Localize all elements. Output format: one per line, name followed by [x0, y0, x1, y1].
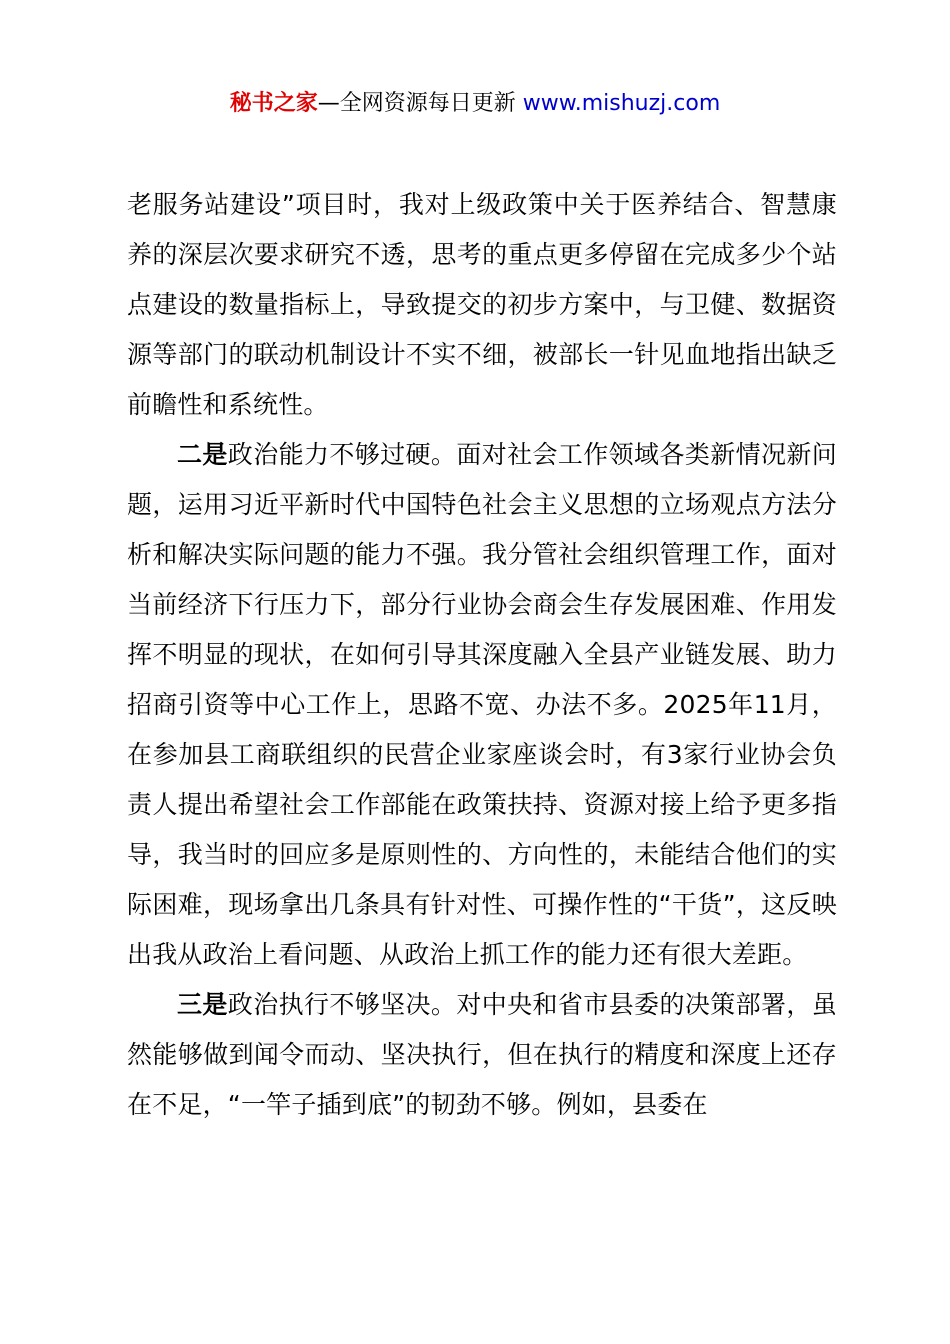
paragraph-lead: 二是 — [177, 440, 228, 469]
brand-name: 秘书之家 — [229, 91, 318, 116]
paragraph-text: 政治能力不够过硬。面对社会工作领域各类新情况新问题，运用习近平新时代中国特色社会主义思想的立场观点方法分析和解决实际问题的能力不强。我分管社会组织管理工作，面对当前经济下行压力下，部分行业协会商会生存发展困难、作用发挥不明显的现状，在如何引导其深度融入全县产业链发展、助力招商引资等中心工作上，思路不宽、办法不多。2025年11月，在参加县工商联组织的民营企业家座谈会时，有3家行业协会负责人提出希望社会工作部能在政策扶持、资源对接上给予更多指导，我当时的回应多是原则性的、方向性的，未能结合他们的实际困难，现场拿出几条具有针对性、可操作性的“干货”，这反映出我从政治上看问题、从政治上抓工作的能力还有很大差距。 — [127, 440, 837, 969]
paragraph-2 — [127, 430, 837, 980]
paragraph-3 — [127, 980, 837, 1130]
document-body — [127, 180, 837, 1130]
paragraph-text: 老服务站建设”项目时，我对上级政策中关于医养结合、智慧康养的深层次要求研究不透，思考的重点更多停留在完成多少个站点建设的数量指标上，导致提交的初步方案中，与卫健、数据资源等部门的联动机制设计不实不细，被部长一针见血地指出缺乏前瞻性和系统性。 — [127, 190, 837, 419]
header-tagline: —全网资源每日更新 — [317, 91, 523, 116]
header-url-link[interactable]: www.mishuzj.com — [522, 91, 721, 116]
paragraph-1 — [127, 180, 837, 430]
page-header — [0, 88, 950, 120]
paragraph-text: 政治执行不够坚决。对中央和省市县委的决策部署，虽然能够做到闻令而动、坚决执行，但在执行的精度和深度上还存在不足，“一竿子插到底”的韧劲不够。例如，县委在 — [127, 990, 837, 1119]
paragraph-lead: 三是 — [177, 990, 228, 1019]
